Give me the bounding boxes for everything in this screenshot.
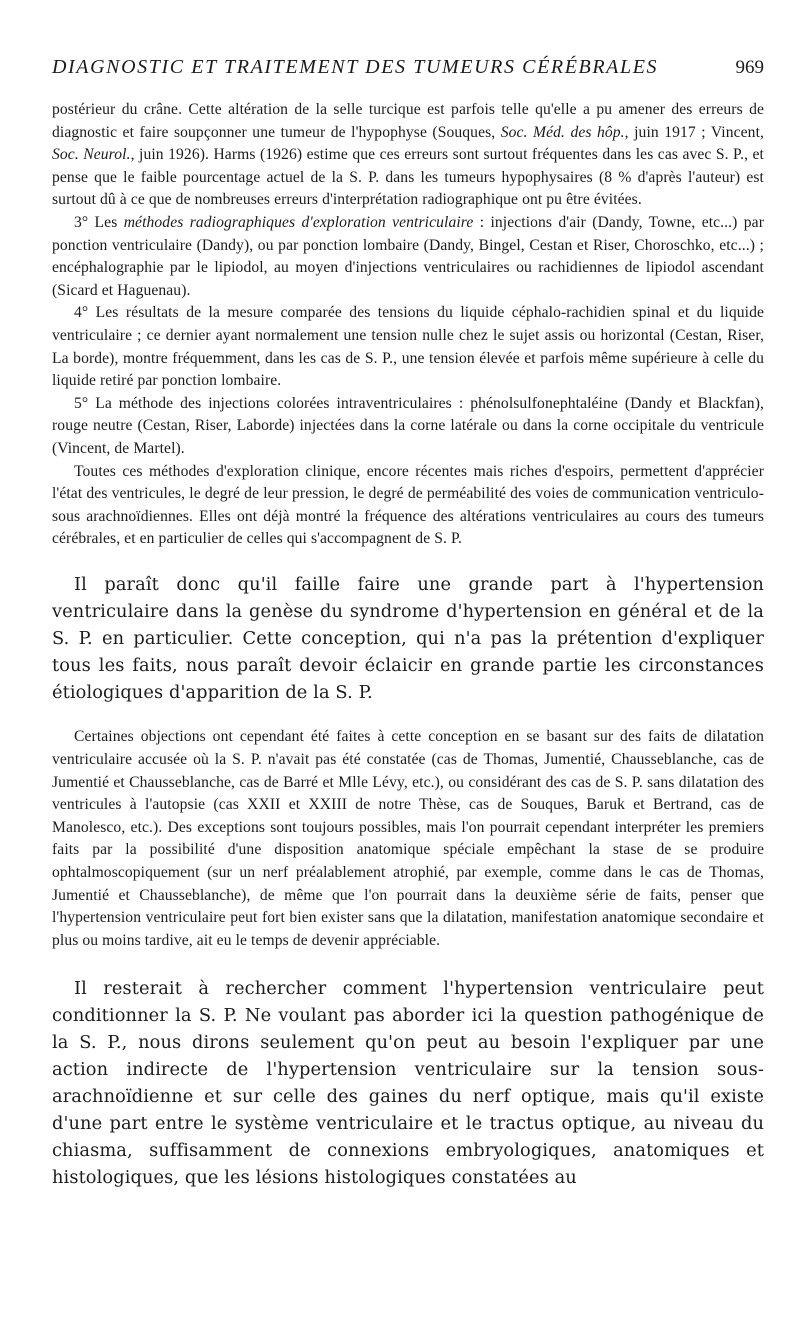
running-title: DIAGNOSTIC ET TRAITEMENT DES TUMEURS CÉRÉBRALES	[52, 56, 659, 78]
paragraph-tensions: 4° Les résultats de la mesure comparée des tensions du liquide céphalo-rachidien spinal et du liquide ventriculaire ; ce dernier ayant normalement une tension nulle chez le sujet assis ou horizontal (Cestan, Riser, La borde), montre fréquemment, dans les cas de S. P., une tension élevée et parfois même supérieure à celle du liquide retiré par ponction lombaire.	[52, 304, 764, 390]
section-methods	[52, 99, 764, 551]
paragraph-methods-radiographiques: 3° Les méthodes radiographiques d'exploration ventriculaire : injections d'air (Dandy, Towne, etc...) par ponction ventriculaire (Dandy), ou par ponction lombaire (Dandy, Bingel, Cestan et Riser, Choroschko, etc...) ; encéphalographie par le lipiodol, au moyen d'injections ventriculaires ou rachidiennes de lipiodol ascendant (Sicard et Haguenau).	[52, 213, 764, 299]
paragraph-pathogenie: Il resterait à rechercher comment l'hypertension ventriculaire peut conditionner la S. P. Ne voulant pas aborder ici la question pathogénique de la S. P., nous dirons seulement qu'on peut au besoin l'expliquer par une action indirecte de l'hypertension ventriculaire sur la tension sous-arachnoïdienne et sur celle des gaines du nerf optique, mais qu'il existe d'une part entre le système ventriculaire et le tractus optique, au niveau du chiasma, suffisamment de connexions embryologiques, anatomiques et histologiques, que les lésions histologiques constatées au	[52, 978, 764, 1188]
paragraph-selle-turcique: postérieur du crâne. Cette altération de la selle turcique est parfois telle qu'elle a pu amener des erreurs de diagnostic et faire soupçonner une tumeur de l'hypophyse (Souques, Soc. Méd. des hôp., juin 1917 ; Vincent, Soc. Neurol., juin 1926). Harms (1926) estime que ces erreurs sont surtout fréquentes dans les cas avec S. P., et pense que le faible pourcentage actuel de la S. P. dans les tumeurs hypophysaires (8 % d'après l'auteur) est surtout dû à ce que de nombreuses erreurs d'interprétation radiographique ont pu être évitées.	[52, 101, 764, 209]
paragraph-hypertension-ventriculaire: Il paraît donc qu'il faille faire une grande part à l'hypertension ventriculaire dans la genèse du syndrome d'hypertension en général et de la S. P. en particulier. Cette conception, qui n'a pas la prétention d'expliquer tous les faits, nous paraît devoir éclaicir en grande partie les circonstances étiologiques d'apparition de la S. P.	[52, 573, 764, 703]
paragraph-methodes-exploration: Toutes ces méthodes d'exploration clinique, encore récentes mais riches d'espoirs, permettent d'apprécier l'état des ventricules, le degré de leur pression, le degré de perméabilité des voies de communication ventriculo-sous arachnoïdiennes. Elles ont déjà montré la fréquence des altérations ventriculaires au cours des tumeurs cérébrales, et en particulier de celles qui s'accompagnent de S. P.	[52, 462, 764, 548]
page-number: 969	[735, 57, 764, 78]
running-header	[52, 0, 764, 90]
section-pathogenie	[52, 976, 764, 1191]
paragraph-injections-colorees: 5° La méthode des injections colorées intraventriculaires : phénolsulfonephtaléine (Dandy et Blackfan), rouge neutre (Cestan, Riser, Laborde) injectées dans la corne latérale ou dans la corne occipitale du ventricule (Vincent, de Martel).	[52, 394, 764, 457]
paragraph-objections: Certaines objections ont cependant été faites à cette conception en se basant sur des faits de dilatation ventriculaire accusée où la S. P. n'avait pas été constatée (cas de Thomas, Jumentié, Chausseblanche, cas de Jumentié et Chausseblanche, cas de Barré et Mlle Lévy, etc.), ou considérant des cas de S. P. sans dilatation des ventricules à l'autopsie (cas XXII et XXIII de notre Thèse, cas de Souques, Baruk et Bertrand, cas de Manolesco, etc.). Des exceptions sont toujours possibles, mais l'on pourrait cependant interpréter les premiers faits par la possibilité d'une disposition anatomique spéciale empêchant la stase de se produire ophtalmoscopiquement (sur un nerf préalablement atrophié, par exemple, comme dans le cas de Thomas, Jumentié et Chausseblanche), de même que l'on pourrait dans la deuxième série de faits, penser que l'hypertension ventriculaire peut fort bien exister sans que la dilatation, manifestation anatomique secondaire et plus ou moins tardive, ait eu le temps de devenir appréciable.	[52, 728, 764, 949]
section-objections	[52, 726, 764, 952]
section-conclusion	[52, 572, 764, 707]
